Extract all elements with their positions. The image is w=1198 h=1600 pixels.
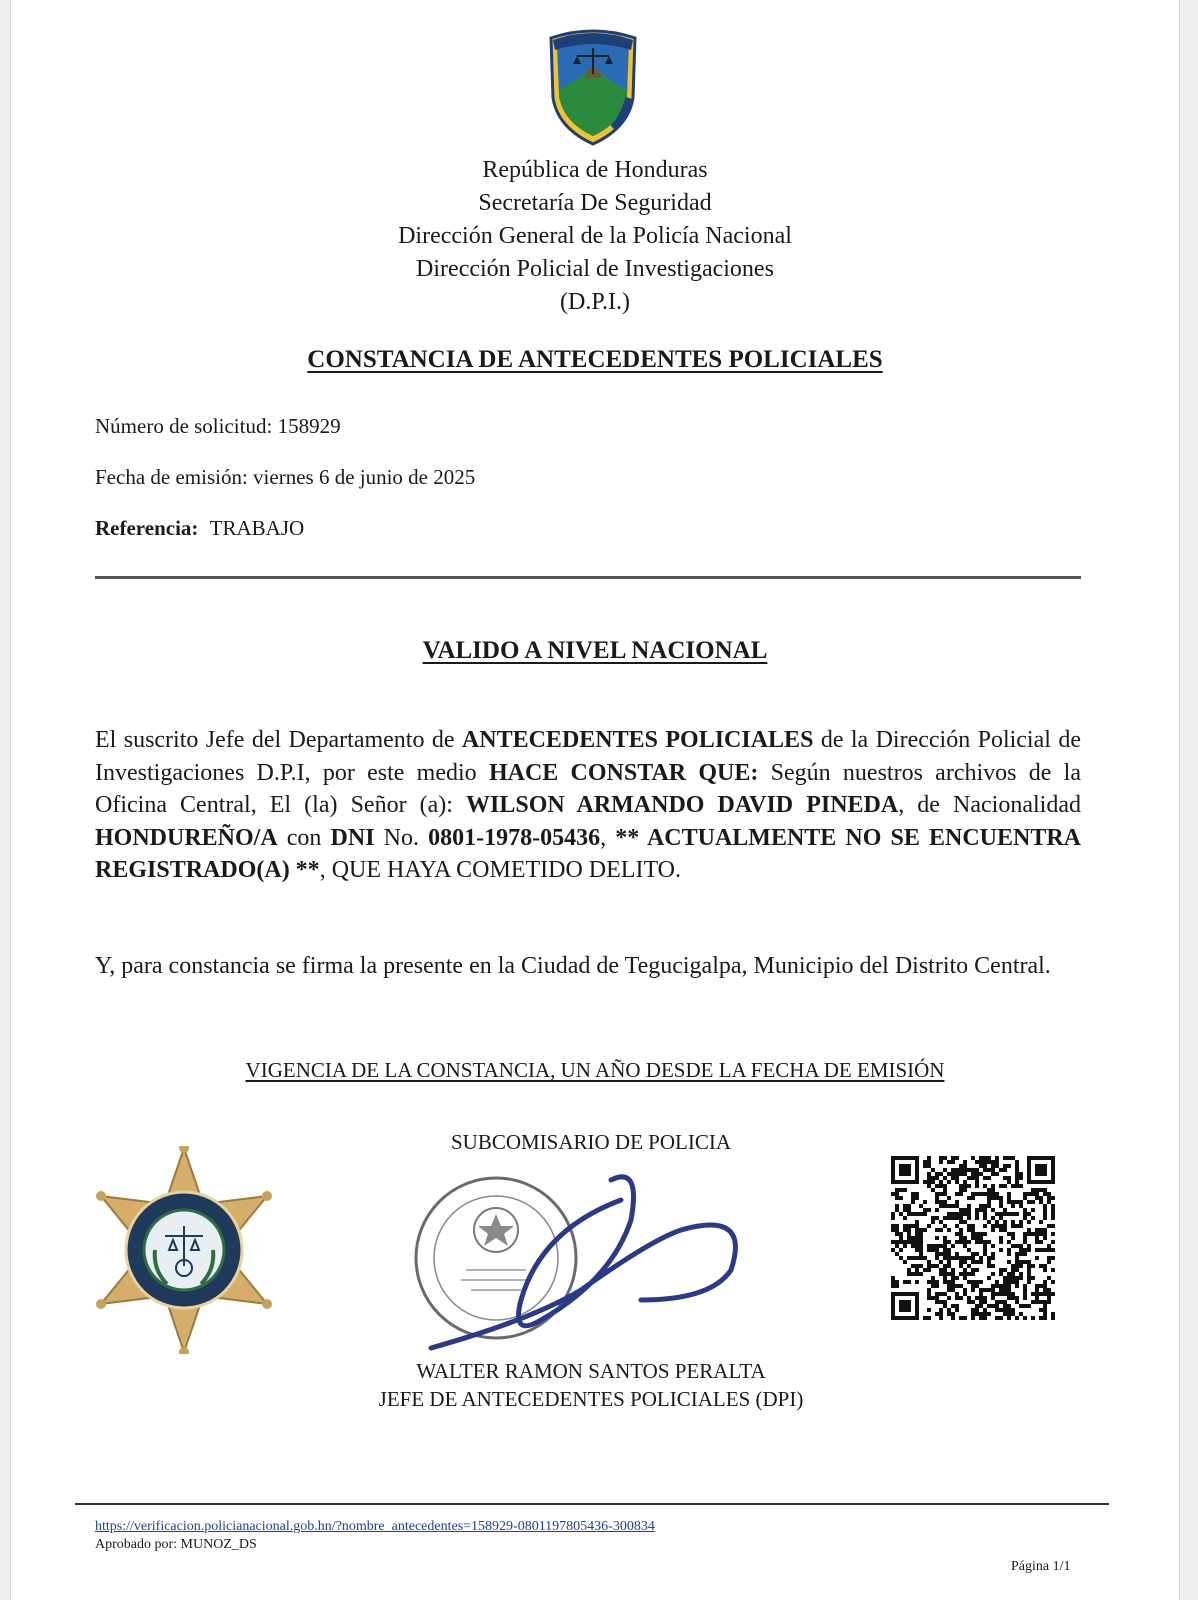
body-hace-constar: HACE CONSTAR QUE:: [488, 759, 759, 786]
page-number: Página 1/1: [1011, 1559, 1071, 1574]
validity-notice: VIGENCIA DE LA CONSTANCIA, UN AÑO DESDE LA FECHA DE EMISIÓN: [245, 1058, 945, 1082]
body-text-segment: No.: [374, 824, 429, 851]
honduras-police-emblem-icon: [543, 28, 643, 146]
reference-label: Referencia:: [95, 516, 199, 540]
header-line-direction-general: Dirección General de la Policía Nacional: [398, 223, 792, 249]
signer-position: JEFE DE ANTECEDENTES POLICIALES (DPI): [378, 1387, 804, 1411]
document-title: CONSTANCIA DE ANTECEDENTES POLICIALES: [307, 346, 883, 373]
validity-title: VALIDO A NIVEL NACIONAL: [422, 637, 768, 664]
nationality: HONDUREÑO/A: [95, 824, 278, 851]
official-stamp-and-signature: [411, 1170, 771, 1370]
header-line-secretary: Secretaría De Seguridad: [478, 190, 712, 216]
reference-value: TRABAJO: [209, 516, 305, 540]
reference: [95, 516, 304, 541]
body-text-segment: ,: [600, 824, 616, 851]
header-line-dpi: (D.P.I.): [560, 289, 630, 315]
verification-link[interactable]: https://verificacion.policianacional.gob.hn/?nombre_antecedentes=158929-0801197805436-300834: [95, 1519, 655, 1534]
approved-by: Aprobado por: MUNOZ_DS: [95, 1537, 257, 1552]
issue-date: [95, 465, 475, 490]
signer-rank: SUBCOMISARIO DE POLICIA: [450, 1130, 732, 1154]
divider: [95, 576, 1081, 579]
document-page: [10, 0, 1180, 1600]
signing-paragraph: Y, para constancia se firma la presente en la Ciudad de Tegucigalpa, Municipio del Distrito Central.: [95, 953, 1051, 979]
body-text-segment: , de Nacionalidad: [898, 792, 1081, 818]
header-line-direction-investigations: Dirección Policial de Investigaciones: [416, 256, 774, 282]
request-number-label: Número de solicitud:: [95, 414, 273, 438]
signer-name: WALTER RAMON SANTOS PERALTA: [416, 1359, 766, 1383]
body-text-segment: , QUE HAYA COMETIDO DELITO.: [319, 857, 682, 883]
verification-qr-code[interactable]: [891, 1156, 1055, 1320]
issue-date-label: Fecha de emisión:: [95, 465, 248, 489]
investigation-police-badge-icon: [95, 1146, 273, 1354]
body-text-segment: El suscrito Jefe del Departamento de: [95, 727, 462, 753]
request-number-value: 158929: [277, 414, 341, 438]
body-department: ANTECEDENTES POLICIALES: [461, 727, 814, 753]
person-name: WILSON ARMANDO DAVID PINEDA: [466, 792, 899, 818]
dni-label: DNI: [330, 824, 375, 851]
signer-block: [311, 1357, 871, 1413]
body-text-segment: Según nuestros archivos de la Oficina Central, El (la) Señor (a):: [95, 759, 1081, 818]
header-line-republic: República de Honduras: [482, 157, 708, 183]
body-text-segment: con: [277, 824, 331, 851]
header-block: [11, 154, 1179, 319]
certification-paragraph: [95, 724, 1081, 887]
record-status: ** ACTUALMENTE NO SE ENCUENTRA REGISTRADO(A) **: [95, 824, 1081, 883]
request-number: [95, 414, 341, 439]
body-text-segment: de la Dirección Policial de Investigaciones D.P.I, por este medio: [95, 727, 1081, 786]
footer-divider: [75, 1503, 1109, 1505]
signature-stroke: [431, 1177, 735, 1348]
dni-number: 0801-1978-05436: [428, 824, 601, 851]
issue-date-value: viernes 6 de junio de 2025: [253, 465, 476, 489]
